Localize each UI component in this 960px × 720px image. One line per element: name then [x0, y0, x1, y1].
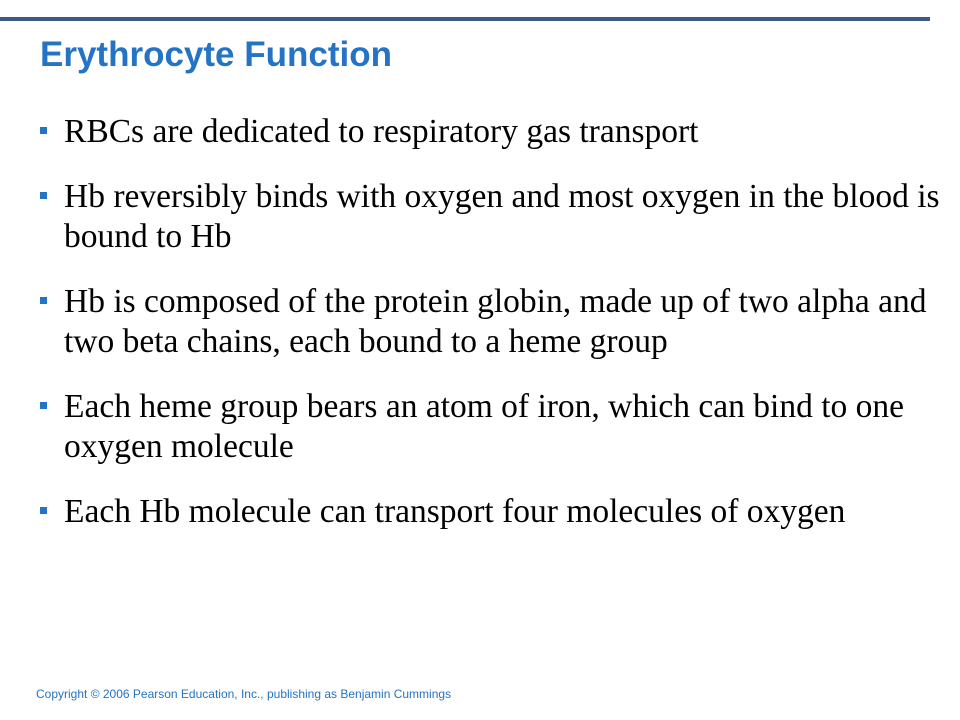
bullet-text: Hb is composed of the protein globin, made up of two alpha and two beta chains, each bound to a heme group: [64, 283, 927, 360]
top-rule: [0, 17, 930, 21]
square-bullet-icon: [40, 297, 47, 304]
bullet-text: Each Hb molecule can transport four molecules of oxygen: [64, 493, 846, 530]
bullet-item: [40, 387, 940, 467]
bullet-text: Hb reversibly binds with oxygen and most oxygen in the blood is bound to Hb: [64, 178, 940, 255]
square-bullet-icon: [40, 127, 47, 134]
bullet-text: Each heme group bears an atom of iron, which can bind to one oxygen molecule: [64, 388, 905, 465]
square-bullet-icon: [40, 507, 47, 514]
bullet-item: [40, 112, 940, 152]
bullet-text: RBCs are dedicated to respiratory gas transport: [64, 113, 699, 150]
bullet-item: [40, 177, 940, 257]
square-bullet-icon: [40, 192, 47, 199]
copyright-footer: Copyright © 2006 Pearson Education, Inc., publishing as Benjamin Cummings: [36, 687, 452, 701]
bullet-item: [40, 492, 940, 532]
bullet-item: [40, 282, 940, 362]
slide-title: Erythrocyte Function: [40, 35, 392, 74]
bullet-list: [40, 112, 940, 557]
square-bullet-icon: [40, 402, 47, 409]
